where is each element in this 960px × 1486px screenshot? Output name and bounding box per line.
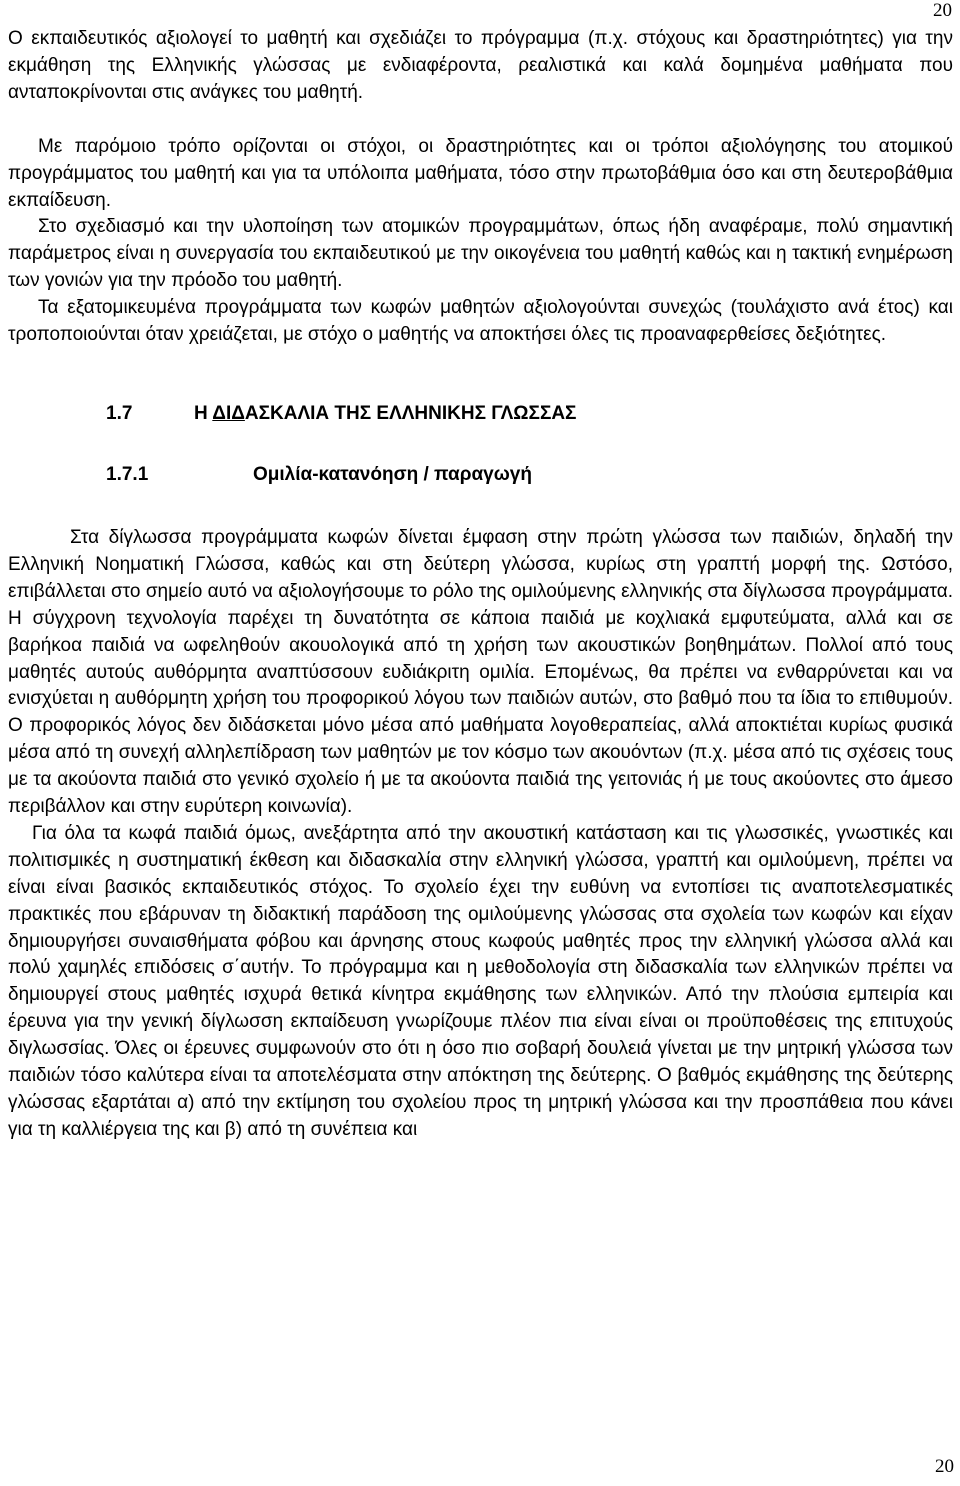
section-title-prefix: Η xyxy=(194,402,213,424)
section-title-rest: ΑΣΚΑΛΙΑ ΤΗΣ ΕΛΛΗΝΙΚΗΣ ΓΛΩΣΣΑΣ xyxy=(244,402,577,424)
paragraph-intro-2: Με παρόμοιο τρόπο ορίζονται οι στόχοι, οι δραστηριότητες και οι τρόποι αξιολόγησης του ατομικού προγράμματος του μαθητή και για τα υπόλοιπα μαθήματα, τόσο στην πρωτοβάθμια όσο και στη δευτεροβάθμια εκπαίδευση. xyxy=(8,135,953,211)
paragraph-body-2: Για όλα τα κωφά παιδιά όμως, ανεξάρτητα από την ακουστική κατάσταση και τις γλωσσικές, γνωστικές και πολιτισμικές η συστηματική έκθεση και διδασκαλία στην ελληνική γλώσσα, γραπτή και ομιλούμενη, πρέπει να είναι είναι βασικός εκπαιδευτικός στόχος. Το σχολείο έχει την ευθύνη να εντοπίσει τις αναποτελεσματικές πρακτικές που εβάρυναν τη διδακτική παράδοση της ομιλούμενης γλώσσας στα σχολεία των κωφών και είχαν δημιουργήσει συναισθήματα φόβου και άρνησης στους κωφούς μαθητές προς την ελληνική γλώσσα αλλά και πολύ χαμηλές επιδόσεις σ΄αυτήν. Το πρόγραμμα και η μεθοδολογία στη διδασκαλία των ελληνικών πρέπει να δημιουργεί στους μαθητές ισχυρά θετικά κίνητρα εκμάθησης των ελληνικών. Από την πλούσια εμπειρία και έρευνα για την γενική δίγλωσση εκπαίδευση γνωρίζουμε πλέον πια είναι είναι οι προϋποθέσεις της επιτυχούς διγλωσσίας. Όλες οι έρευνες συμφωνούν στο ότι η όσο πιο σοβαρή δουλειά γίνεται με την μητρική γλώσσα των παιδιών τόσο καλύτερα είναι τα αποτελέσματα στην απόκτηση της δεύτερης. Ο βαθμός εκμάθησης της δεύτερης γλώσσας εξαρτάται α) από την εκτίμηση του σχολείου προς τη μητρική γλώσσα και την προσπάθεια που κάνει για τη καλλιέργεια της και β) από τη συνέπεια και xyxy=(8,822,953,1140)
subsection-heading xyxy=(8,462,953,489)
spacer xyxy=(8,428,953,462)
subsection-title: Ομιλία-κατανόηση / παραγωγή xyxy=(253,463,532,485)
spacer xyxy=(8,349,953,401)
document-body xyxy=(8,26,953,1144)
subsection-number: 1.7.1 xyxy=(106,463,149,485)
paragraph-intro-1: Ο εκπαιδευτικός αξιολογεί το μαθητή και σχεδιάζει το πρόγραμμα (π.χ. στόχους και δραστηριότητες) για την εκμάθηση της Ελληνικής γλώσσας με ενδιαφέροντα, ρεαλιστικά και καλά δομημένα μαθήματα που ανταποκρίνονται στις ανάγκες του μαθητή. xyxy=(8,28,953,103)
paragraph-body-1: Στα δίγλωσσα προγράμματα κωφών δίνεται έμφαση στην πρώτη γλώσσα των παιδιών, δηλαδή την Ελληνική Νοηματική Γλώσσα, καθώς και στη δεύτερη γλώσσα, κυρίως στη γραπτή μορφή της. Ωστόσο, επιβάλλεται στο σημείο αυτό να αξιολογήσουμε το ρόλο της ομιλούμενης ελληνικής στα δίγλωσσα προγράμματα. Η σύγχρονη τεχνολογία παρέχει τη δυνατότητα σε κάποια παιδιά με κοχλιακά εμφυτεύματα, αλλά και σε βαρήκοα παιδιά να ωφεληθούν ακουολογικά από τη χρήση των ακουστικών βοηθημάτων. Πολλοί από τους μαθητές αυτούς αυθόρμητα αναπτύσσουν ευδιάκριτη ομιλία. Επομένως, θα πρέπει να ενθαρρύνεται και να ενισχύεται η αυθόρμητη χρήση του προφορικού λόγου των παιδιών αυτών, στο βαθμό που τα ίδια το επιθυμούν. Ο προφορικός λόγος δεν διδάσκεται μόνο μέσα από μαθήματα λογοθεραπείας, αλλά αποκτιέται κυρίως φυσικά μέσα από τη συνεχή αλληλεπίδραση των μαθητών με τον κόσμο των ακουόντων (π.χ. μέσα από τις σχέσεις τους με τα ακούοντα παιδιά στο γενικό σχολείο ή με τα ακούοντα παιδιά της γειτονιάς ή με τους ακούοντες στο άμεσο περιβάλλον και στην ευρύτερη κοινωνία). xyxy=(8,526,953,818)
section-number: 1.7 xyxy=(106,402,133,424)
page-number-top: 20 xyxy=(933,0,952,21)
section-heading xyxy=(8,401,953,428)
spacer xyxy=(8,489,953,525)
section-title xyxy=(194,401,576,428)
paragraph-intro-4: Τα εξατομικευμένα προγράμματα των κωφών μαθητών αξιολογούνται συνεχώς (τουλάχιστο ανά έτος) και τροποποιούνται όταν χρειάζεται, με στόχο ο μαθητής να αποκτήσει όλες τις προαναφερθείσες δεξιότητες. xyxy=(8,297,953,346)
section-title-underlined: ΔΙΔ xyxy=(212,402,245,424)
page-number-bottom: 20 xyxy=(935,1456,954,1477)
paragraph-intro-3: Στο σχεδιασμό και την υλοποίηση των ατομικών προγραμμάτων, όπως ήδη αναφέραμε, πολύ σημαντική παράμετρος είναι η συνεργασία του εκπαιδευτικού με την οικογένεια του μαθητή καθώς και η τακτική ενημέρωση των γονιών για την πρόοδο του μαθητή. xyxy=(8,216,953,292)
spacer xyxy=(8,107,953,134)
